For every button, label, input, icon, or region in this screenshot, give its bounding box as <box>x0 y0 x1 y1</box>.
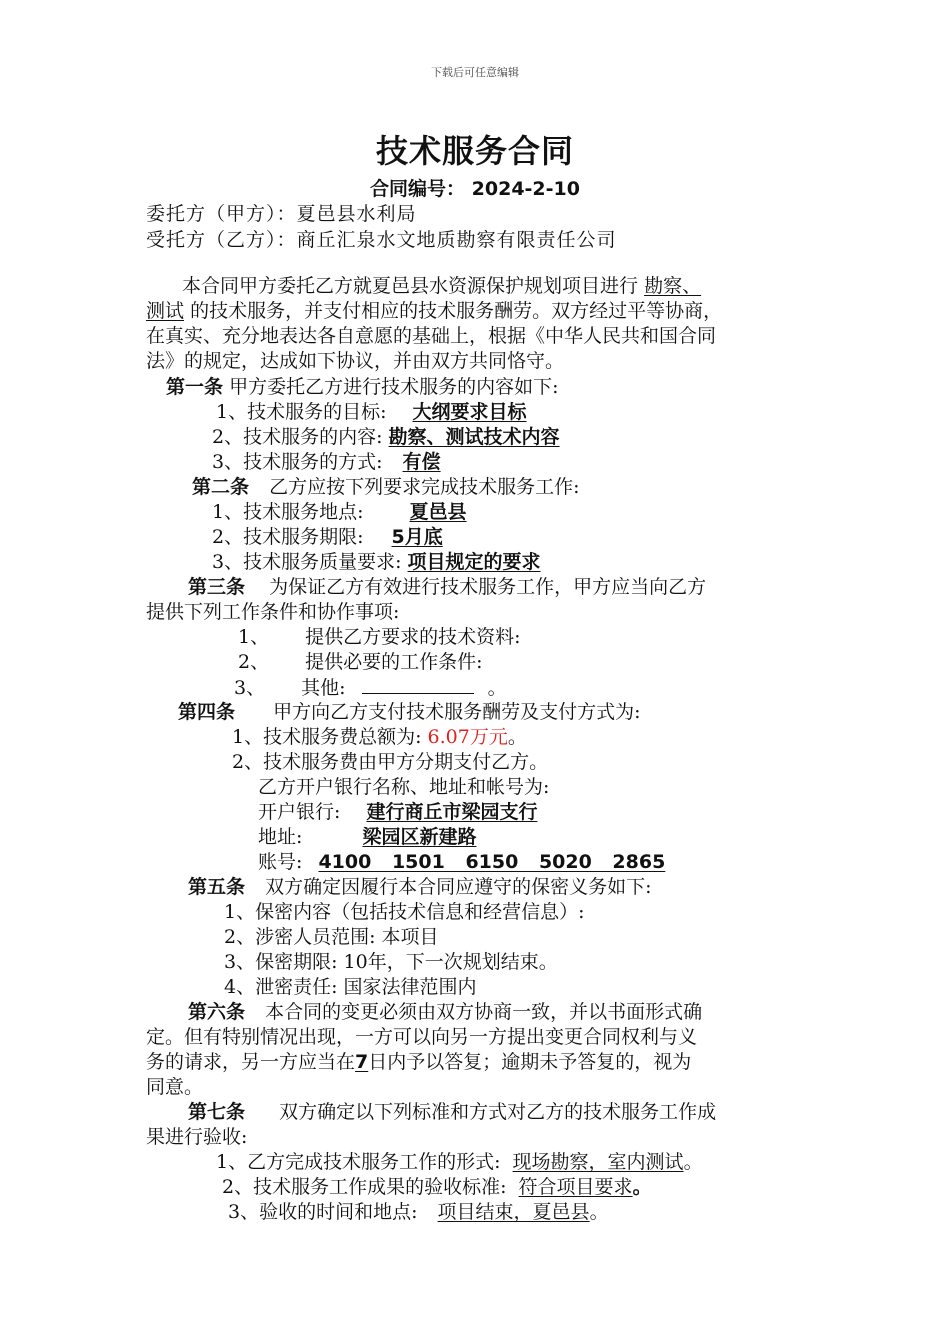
account-label: 账号: <box>258 851 303 873</box>
article-1-item-1 <box>216 400 537 424</box>
article-3-text-2: 提供下列工作条件和协作事项: <box>146 601 400 623</box>
article-6-heading: 第六条 <box>188 1001 246 1023</box>
item-label: 1、技术服务的目标: <box>216 401 387 423</box>
punctuation: 。 <box>683 1151 703 1173</box>
fee-total: 6.07万元 <box>427 726 508 748</box>
article-2-text: 乙方应按下列要求完成技术服务工作: <box>269 476 580 498</box>
quality-requirement: 项目规定的要求 <box>407 551 541 573</box>
delivery-form: 现场勘察，室内测试 <box>512 1151 684 1173</box>
service-type-2: 测试 <box>146 300 185 322</box>
article-7-line-2: 果进行验收: <box>146 1126 248 1148</box>
article-2 <box>192 475 579 499</box>
item-text: 其他: <box>301 677 346 699</box>
article-7-item-3 <box>228 1200 609 1224</box>
article-5-item-1: 1、保密内容（包括技术信息和经营信息）: <box>224 901 585 923</box>
article-5-item-2: 2、涉密人员范围: 本项目 <box>224 926 439 948</box>
article-7-heading: 第七条 <box>188 1101 246 1123</box>
intro-text: 本合同甲方委托乙方就夏邑县水资源保护规划项目进行 <box>182 275 639 297</box>
article-6-line-4: 同意。 <box>146 1076 204 1098</box>
item-label: 1、乙方完成技术服务工作的形式: <box>216 1151 501 1173</box>
address-label: 地址: <box>258 826 303 848</box>
intro-line-2 <box>146 299 722 323</box>
item-label: 1、技术服务地点: <box>212 501 364 523</box>
item-label: 3、技术服务质量要求: <box>212 551 402 573</box>
article-1-heading: 第一条 <box>166 376 224 398</box>
item-label: 2、技术服务期限: <box>212 526 364 548</box>
article-5-item-4: 4、泄密责任: 国家法律范围内 <box>224 976 477 998</box>
article-4-item-1 <box>232 725 527 749</box>
item-label: 2、技术服务的内容: <box>212 426 383 448</box>
article-6 <box>188 1000 702 1024</box>
punctuation: 。 <box>487 677 507 699</box>
party-a: 委托方（甲方）：夏邑县水利局 <box>146 203 417 225</box>
acceptance-time-place: 项目结束，夏邑县 <box>437 1201 590 1223</box>
service-goal: 大纲要求目标 <box>412 401 527 423</box>
article-4-item-2: 2、技术服务费由甲方分期支付乙方。 <box>232 751 549 773</box>
contract-number <box>0 174 950 201</box>
intro-line-3: 在真实、充分地表达各自意愿的基础上，根据《中华人民共和国合同 <box>146 325 717 347</box>
article-3-heading: 第三条 <box>188 576 246 598</box>
service-method: 有偿 <box>402 451 441 473</box>
item-label: 1、技术服务费总额为: <box>232 726 422 748</box>
item-text: 提供必要的工作条件: <box>305 651 483 673</box>
contract-number-label: 合同编号： <box>370 178 466 200</box>
item-number: 2、 <box>238 651 270 673</box>
article-7 <box>188 1100 716 1124</box>
contract-number-value: 2024-2-10 <box>471 178 580 200</box>
party-b: 受托方（乙方）：商丘汇泉水文地质勘察有限责任公司 <box>146 229 617 251</box>
article-3-item-1 <box>238 625 521 649</box>
article-1-item-3 <box>212 450 451 474</box>
bank-account: 4100 1501 6150 5020 2865 <box>318 851 666 873</box>
reply-days: 7 <box>355 1051 369 1073</box>
other-blank-line <box>362 675 474 694</box>
intro-text: 的技术服务，并支付相应的技术服务酬劳。双方经过平等协商， <box>190 300 723 322</box>
item-number: 3、 <box>234 677 266 699</box>
article-4 <box>178 700 640 724</box>
article-7-item-1 <box>216 1150 703 1174</box>
item-label: 3、验收的时间和地点: <box>228 1201 418 1223</box>
article-3-item-3 <box>234 675 507 700</box>
article-2-item-3 <box>212 550 541 574</box>
service-period: 5月底 <box>391 526 443 548</box>
item-label: 3、技术服务的方式: <box>212 451 383 473</box>
article-1 <box>166 375 558 399</box>
acceptance-standard: 符合项目要求 <box>518 1176 633 1198</box>
article-4-heading: 第四条 <box>178 701 236 723</box>
intro-line-1 <box>182 274 701 298</box>
article-5-text: 双方确定因履行本合同应遵守的保密义务如下: <box>265 876 652 898</box>
bank-address: 梁园区新建路 <box>362 826 477 848</box>
punctuation: 。 <box>507 726 527 748</box>
bank-label: 开户银行: <box>258 801 341 823</box>
intro-line-4: 法》的规定，达成如下协议，并由双方共同恪守。 <box>146 350 565 372</box>
punctuation: 。 <box>632 1176 652 1198</box>
article-6-text: 本合同的变更必须由双方协商一致，并以书面形式确 <box>265 1001 703 1023</box>
item-label: 2、技术服务工作成果的验收标准: <box>222 1176 507 1198</box>
article-6-line-3 <box>146 1050 691 1074</box>
bank-intro: 乙方开户银行名称、地址和帐号为: <box>258 776 550 798</box>
page-title: 技术服务合同 <box>375 132 574 170</box>
article-3 <box>188 575 706 599</box>
header-note: 下载后可任意编辑 <box>431 66 519 79</box>
article-6-text: 日内予以答复；逾期未予答复的，视为 <box>368 1051 692 1073</box>
article-2-heading: 第二条 <box>192 476 250 498</box>
article-7-text: 双方确定以下列标准和方式对乙方的技术服务工作成 <box>279 1101 717 1123</box>
article-6-line-2: 定。但有特别情况出现，一方可以向另一方提出变更合同权利与义 <box>146 1026 698 1048</box>
service-type-1: 勘察、 <box>644 275 702 297</box>
article-1-item-2 <box>212 425 560 449</box>
item-number: 1、 <box>238 626 270 648</box>
service-location: 夏邑县 <box>409 501 467 523</box>
article-2-item-2 <box>212 525 459 549</box>
bank-name-row <box>258 800 547 824</box>
article-3-item-2 <box>238 650 483 674</box>
article-4-text: 甲方向乙方支付技术服务酬劳及支付方式为: <box>273 701 641 723</box>
article-1-text: 甲方委托乙方进行技术服务的内容如下: <box>229 376 559 398</box>
article-5 <box>188 875 651 899</box>
bank-name: 建行商丘市梁园支行 <box>366 801 538 823</box>
article-6-text: 务的请求，另一方应当在 <box>146 1051 356 1073</box>
article-7-item-2 <box>222 1175 652 1199</box>
article-5-heading: 第五条 <box>188 876 246 898</box>
bank-account-row <box>258 850 671 874</box>
article-2-item-1 <box>212 500 503 524</box>
item-text: 提供乙方要求的技术资料: <box>305 626 521 648</box>
bank-address-row <box>258 825 486 849</box>
article-5-item-3: 3、保密期限: 10年，下一次规划结束。 <box>224 951 558 973</box>
service-content: 勘察、测试技术内容 <box>388 426 560 448</box>
article-3-text: 为保证乙方有效进行技术服务工作，甲方应当向乙方 <box>269 576 707 598</box>
punctuation: 。 <box>589 1201 609 1223</box>
